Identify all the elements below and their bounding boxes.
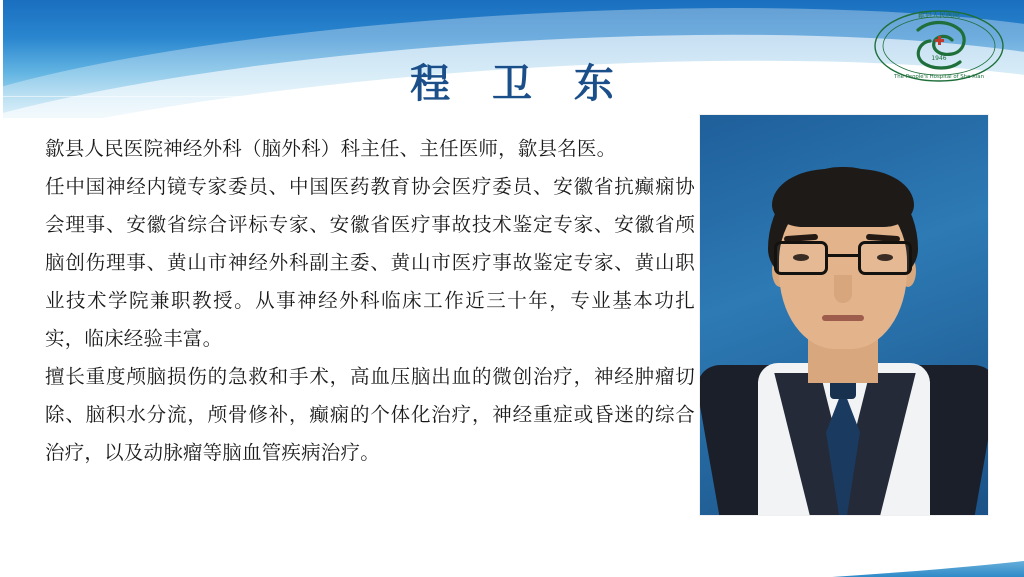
svg-text:The People's Hospital of She X: The People's Hospital of She Xian [893,74,985,80]
portrait-glasses [772,241,914,275]
portrait-mouth [822,315,864,321]
page-title: 程 卫 东 [410,60,628,107]
portrait-lens-right [858,241,912,275]
portrait-glasses-bridge [828,254,858,257]
biography-paragraph-3: 擅长重度颅脑损伤的急救和手术，高血压脑出血的微创治疗，神经肿瘤切除、脑积水分流，颅骨修补，癫痫的个体化治疗，神经重症或昏迷的综合治疗，以及动脉瘤等脑血管疾病治疗。 [45,365,695,464]
footer-bar [0,535,1024,577]
portrait-nose [834,275,852,303]
hospital-logo-icon [872,8,1006,84]
footer-hairline [0,546,1024,547]
biography-paragraph-2: 任中国神经内镜专家委员、中国医药教育协会医疗委员、安徽省抗癫痫协会理事、安徽省综合评标专家、安徽省医疗事故技术鉴定专家、安徽省颅脑创伤理事、黄山市神经外科副主委、黄山市医疗事故鉴定专家、黄山职业技术学院兼职教授。从事神经外科临床工作近三十年，专业基本功扎实，临床经验丰富。 [45,175,695,350]
svg-text:1946: 1946 [931,55,947,62]
portrait-photo [700,115,988,515]
portrait-fringe [772,169,914,227]
svg-text:歙县人民医院: 歙县人民医院 [918,11,960,19]
portrait-lens-left [774,241,828,275]
biography-paragraph-1: 歙县人民医院神经外科（脑外科）科主任、主任医师，歙县名医。 [45,137,617,160]
hospital-logo [872,8,1006,84]
biography-text [45,130,695,472]
